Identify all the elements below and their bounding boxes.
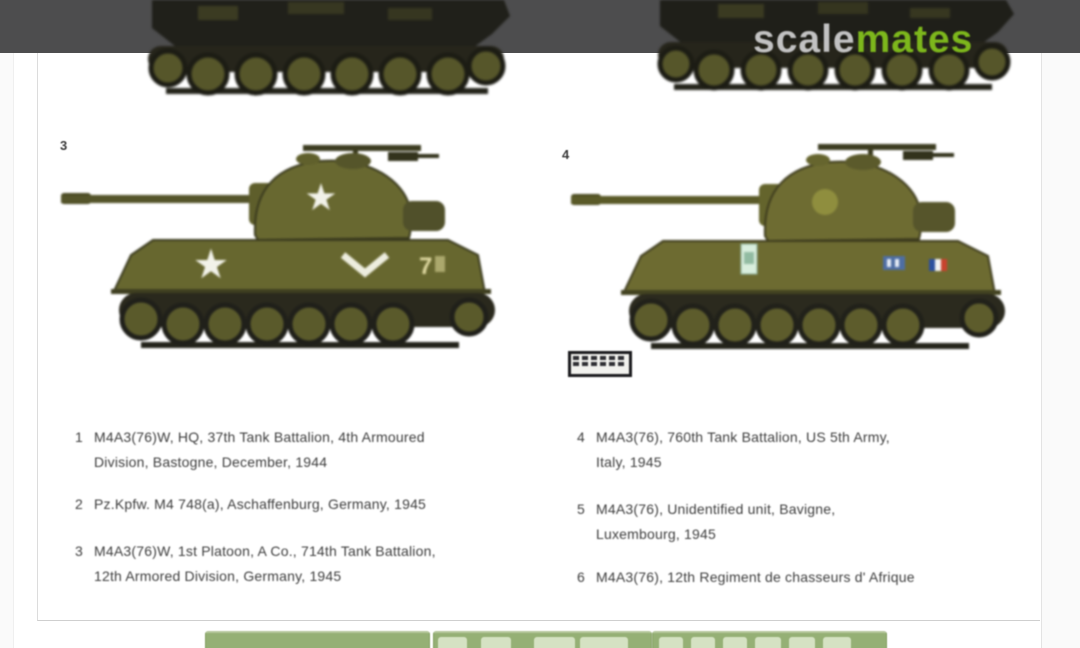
caption-line: Luxembourg, 1945 [596,526,716,542]
segment-button[interactable] [691,637,715,648]
caption-item-2 [75,492,540,517]
stamp-text-row [573,356,627,360]
wide-action-button[interactable] [205,631,430,648]
caption-line: Italy, 1945 [596,454,662,470]
watermark-green-text: mates [855,18,974,61]
icon-button[interactable] [580,637,628,648]
svg-text:7: 7 [419,253,433,280]
icon-button[interactable] [481,637,511,648]
caption-item-5 [577,497,1042,547]
caption-line: 12th Armored Division, Germany, 1945 [94,568,342,584]
caption-line: Pz.Kpfw. M4 748(a), Aschaffenburg, Germany, 1945 [94,496,427,512]
figure-label-3: 3 [60,138,68,153]
caption-number: 3 [75,543,83,559]
caption-number: 4 [577,429,585,445]
caption-number: 6 [577,569,585,585]
tank-1-illustration [138,0,518,104]
segment-button[interactable] [755,637,781,648]
segmented-button-group[interactable] [652,631,887,648]
figure-label-4: 4 [562,147,570,162]
caption-line: M4A3(76)W, HQ, 37th Tank Battalion, 4th Armoured [94,429,425,445]
caption-item-3 [75,539,540,589]
caption-number: 1 [75,429,83,445]
caption-number: 2 [75,496,83,512]
tank-3-illustration [53,143,535,358]
caption-line: M4A3(76)W, 1st Platoon, A Co., 714th Tank Battalion, [94,543,436,559]
french-flag-marking [929,259,947,271]
tank-4-illustration [563,140,1045,360]
caption-item-1 [75,425,540,475]
caption-item-6 [577,565,1042,590]
caption-number: 5 [577,501,585,517]
caption-item-4 [577,425,1042,475]
segment-button[interactable] [823,637,851,648]
caption-line: M4A3(76), 760th Tank Battalion, US 5th Army, [596,429,890,445]
manufacturer-stamp [568,351,632,377]
caption-line: M4A3(76), Unidentified unit, Bavigne, [596,501,836,517]
icon-button[interactable] [534,637,575,648]
scalemates-watermark [753,20,973,59]
icon-button-group[interactable] [433,631,652,648]
segment-button[interactable] [659,637,683,648]
segment-button[interactable] [789,637,815,648]
watermark-gray-text: scale [753,18,856,61]
caption-line: M4A3(76), 12th Regiment de chasseurs d' Afrique [596,569,915,585]
stamp-text-row [573,362,627,366]
icon-button[interactable] [438,637,467,648]
segment-button[interactable] [723,637,747,648]
caption-line: Division, Bastogne, December, 1944 [94,454,328,470]
